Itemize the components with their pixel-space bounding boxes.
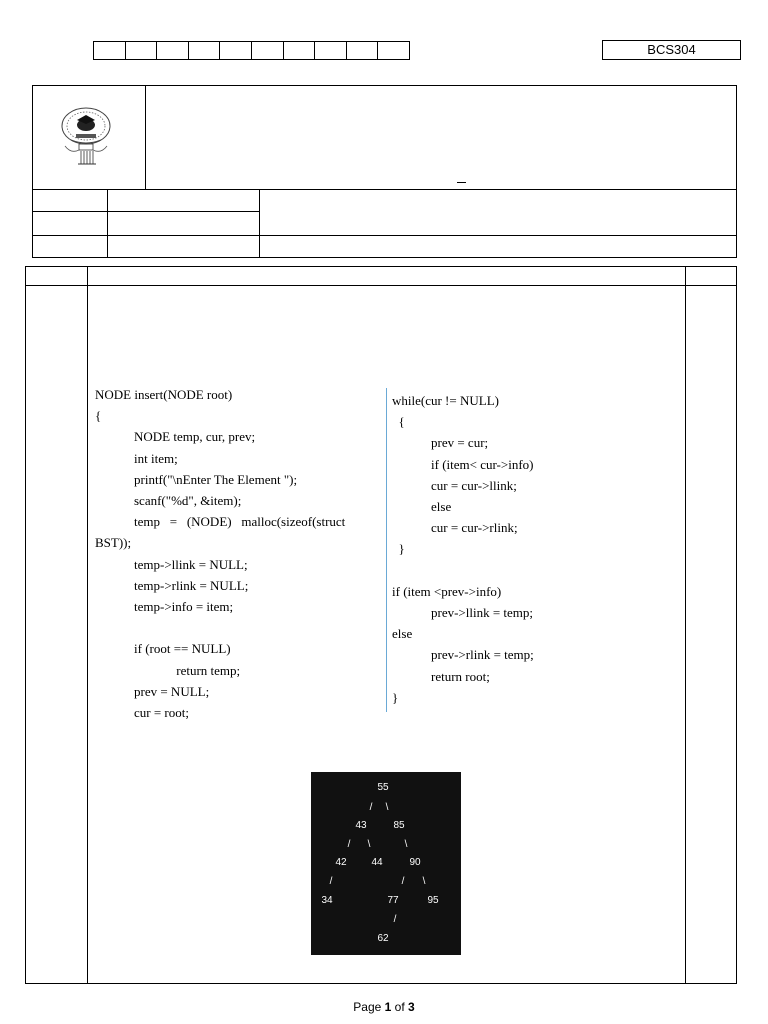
code-right-column xyxy=(392,390,534,708)
tree-node: 42 xyxy=(335,857,347,868)
tree-edge: \ xyxy=(422,876,426,887)
tree-node: 95 xyxy=(427,895,439,906)
exam-header-table xyxy=(32,85,737,258)
tree-node: 62 xyxy=(377,933,389,944)
tree-node: 43 xyxy=(355,820,367,831)
total-pages: 3 xyxy=(408,1000,415,1014)
usn-cell xyxy=(284,42,316,59)
code-line: if (root == NULL) xyxy=(95,641,231,657)
tree-node: 77 xyxy=(387,895,399,906)
usn-cell xyxy=(189,42,221,59)
institution-logo-icon xyxy=(51,104,121,170)
usn-cell xyxy=(220,42,252,59)
code-line: else xyxy=(392,499,452,515)
code-line: scanf("%d", &item); xyxy=(95,493,242,509)
usn-cell xyxy=(378,42,409,59)
course-code: BCS304 xyxy=(647,42,696,57)
code-line: cur = root; xyxy=(95,705,189,721)
usn-cell xyxy=(126,42,158,59)
code-line: int item; xyxy=(95,450,178,466)
code-line: prev = NULL; xyxy=(95,683,210,699)
tree-edge: \ xyxy=(385,802,389,813)
tree-edge: \ xyxy=(367,839,371,850)
code-line: temp = (NODE) malloc(sizeof(struct xyxy=(95,514,346,530)
tree-node: 85 xyxy=(393,820,405,831)
code-line xyxy=(392,560,534,581)
code-line: { xyxy=(95,408,102,424)
bst-diagram-svg xyxy=(311,772,461,955)
code-line: { xyxy=(392,414,405,430)
code-line: temp->info = item; xyxy=(95,599,234,615)
tree-edge: / xyxy=(347,839,351,850)
usn-cell xyxy=(157,42,189,59)
code-line: while(cur != NULL) xyxy=(392,393,499,408)
current-page: 1 xyxy=(384,1000,392,1014)
code-line: cur = cur->llink; xyxy=(392,477,517,493)
code-line: temp->llink = NULL; xyxy=(95,556,248,572)
usn-cell xyxy=(252,42,284,59)
code-left-column xyxy=(95,384,345,723)
code-line: return root; xyxy=(392,668,490,684)
code-line: return temp; xyxy=(95,662,241,678)
tree-edge: / xyxy=(369,802,373,813)
code-line xyxy=(95,617,345,638)
code-divider xyxy=(386,388,387,712)
tree-node: 34 xyxy=(321,895,333,906)
tree-node: 44 xyxy=(371,857,383,868)
bst-diagram xyxy=(311,772,461,955)
code-line: prev->rlink = temp; xyxy=(392,647,534,663)
code-line: NODE temp, cur, prev; xyxy=(95,429,256,445)
usn-cell xyxy=(94,42,126,59)
code-line: cur = cur->rlink; xyxy=(392,520,518,536)
course-code-box xyxy=(602,40,741,60)
tree-edge: / xyxy=(393,914,397,925)
code-line: } xyxy=(392,541,405,557)
tree-edge: \ xyxy=(404,839,408,850)
tree-edge: / xyxy=(329,876,333,887)
code-line: } xyxy=(392,689,399,705)
tree-edge: / xyxy=(401,876,405,887)
code-line: NODE insert(NODE root) xyxy=(95,387,233,402)
usn-boxes xyxy=(93,41,410,60)
code-line: prev = cur; xyxy=(392,435,489,451)
tree-node: 90 xyxy=(409,857,421,868)
usn-cell xyxy=(315,42,347,59)
code-line: printf("\nEnter The Element "); xyxy=(95,471,298,487)
usn-cell xyxy=(347,42,379,59)
code-line: prev->llink = temp; xyxy=(392,605,534,621)
tree-node: 55 xyxy=(377,782,389,793)
code-line: else xyxy=(392,626,413,642)
code-line: BST)); xyxy=(95,535,132,551)
code-line: temp->rlink = NULL; xyxy=(95,577,249,593)
page-footer: Page 1 of 3 xyxy=(353,1000,415,1014)
code-line: if (item< cur->info) xyxy=(392,456,534,472)
code-line: if (item <prev->info) xyxy=(392,583,502,599)
